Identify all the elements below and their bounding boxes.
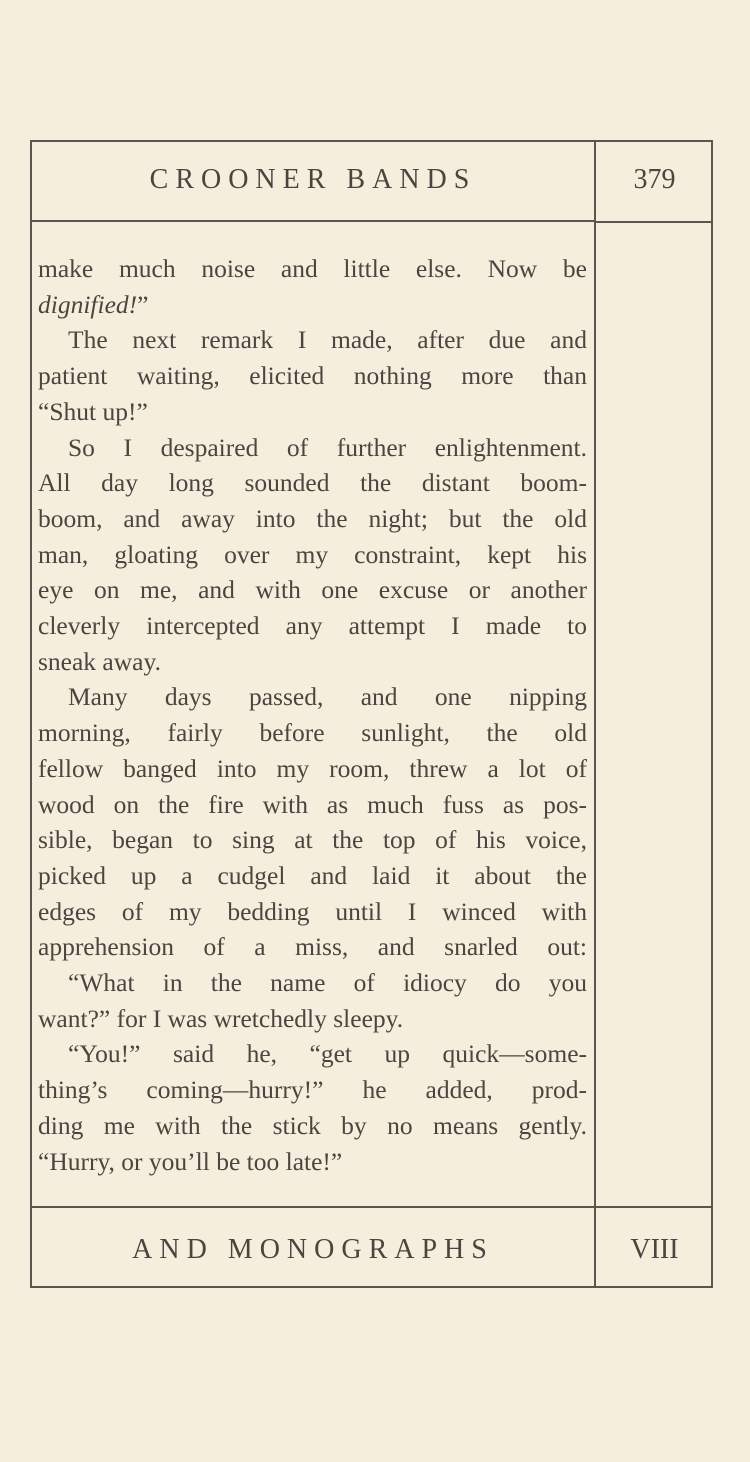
text-line [38, 288, 587, 322]
text-line: All day long sounded the distant boom- [38, 468, 587, 498]
text-line: make much noise and little else. Now be [38, 254, 587, 283]
text-line: sneak away. [38, 646, 161, 676]
text-line: ding me with the stick by no means gently. [38, 1110, 587, 1140]
column-divider [594, 140, 596, 1288]
header-rule [30, 220, 596, 222]
text-line: fellow banged into my room, threw a lot of [38, 753, 587, 783]
text-line: “What in the name of idiocy do you [68, 968, 587, 997]
text-line: wood on the fire with as much fuss as pos- [38, 789, 587, 819]
closing-quote: ” [137, 289, 149, 319]
text-line: “Shut up!” [38, 396, 148, 426]
text-line: “Hurry, or you’ll be too late!” [38, 1146, 343, 1176]
running-title: CROONER BANDS [149, 164, 477, 195]
text-line: cleverly intercepted any attempt I made to [38, 611, 587, 640]
text-line: “You!” said he, “get up quick—some- [68, 1039, 587, 1069]
text-line: eye on me, and with one excuse or another [38, 575, 587, 605]
text-line: morning, fairly before sunlight, the old [38, 718, 587, 748]
text-line: The next remark I made, after due and [68, 325, 587, 355]
volume-number: VIII [630, 1234, 679, 1265]
text-line: sible, began to sing at the top of his voice, [38, 825, 587, 855]
text-line: boom, and away into the night; but the old [38, 503, 587, 533]
text-line: patient waiting, elicited nothing more than [38, 361, 587, 391]
header-rule-right [596, 221, 713, 223]
text-line: So I despaired of further enlightenment. [68, 432, 587, 462]
page-number: 379 [633, 164, 676, 195]
italic-text: dignified! [38, 289, 138, 319]
text-line: thing’s coming—hurry!” he added, prod- [38, 1075, 587, 1105]
text-line: edges of my bedding until I winced with [38, 896, 587, 926]
text-line: want?” for I was wretchedly sleepy. [38, 1003, 404, 1033]
series-title: AND MONOGRAPHS [132, 1234, 494, 1265]
text-line: man, gloating over my constraint, kept his [38, 539, 587, 569]
footer-rule [30, 1206, 713, 1208]
text-line: apprehension of a miss, and snarled out: [38, 932, 587, 962]
text-line: Many days passed, and one nipping [68, 682, 587, 712]
text-line: picked up a cudgel and laid it about the [38, 860, 587, 890]
